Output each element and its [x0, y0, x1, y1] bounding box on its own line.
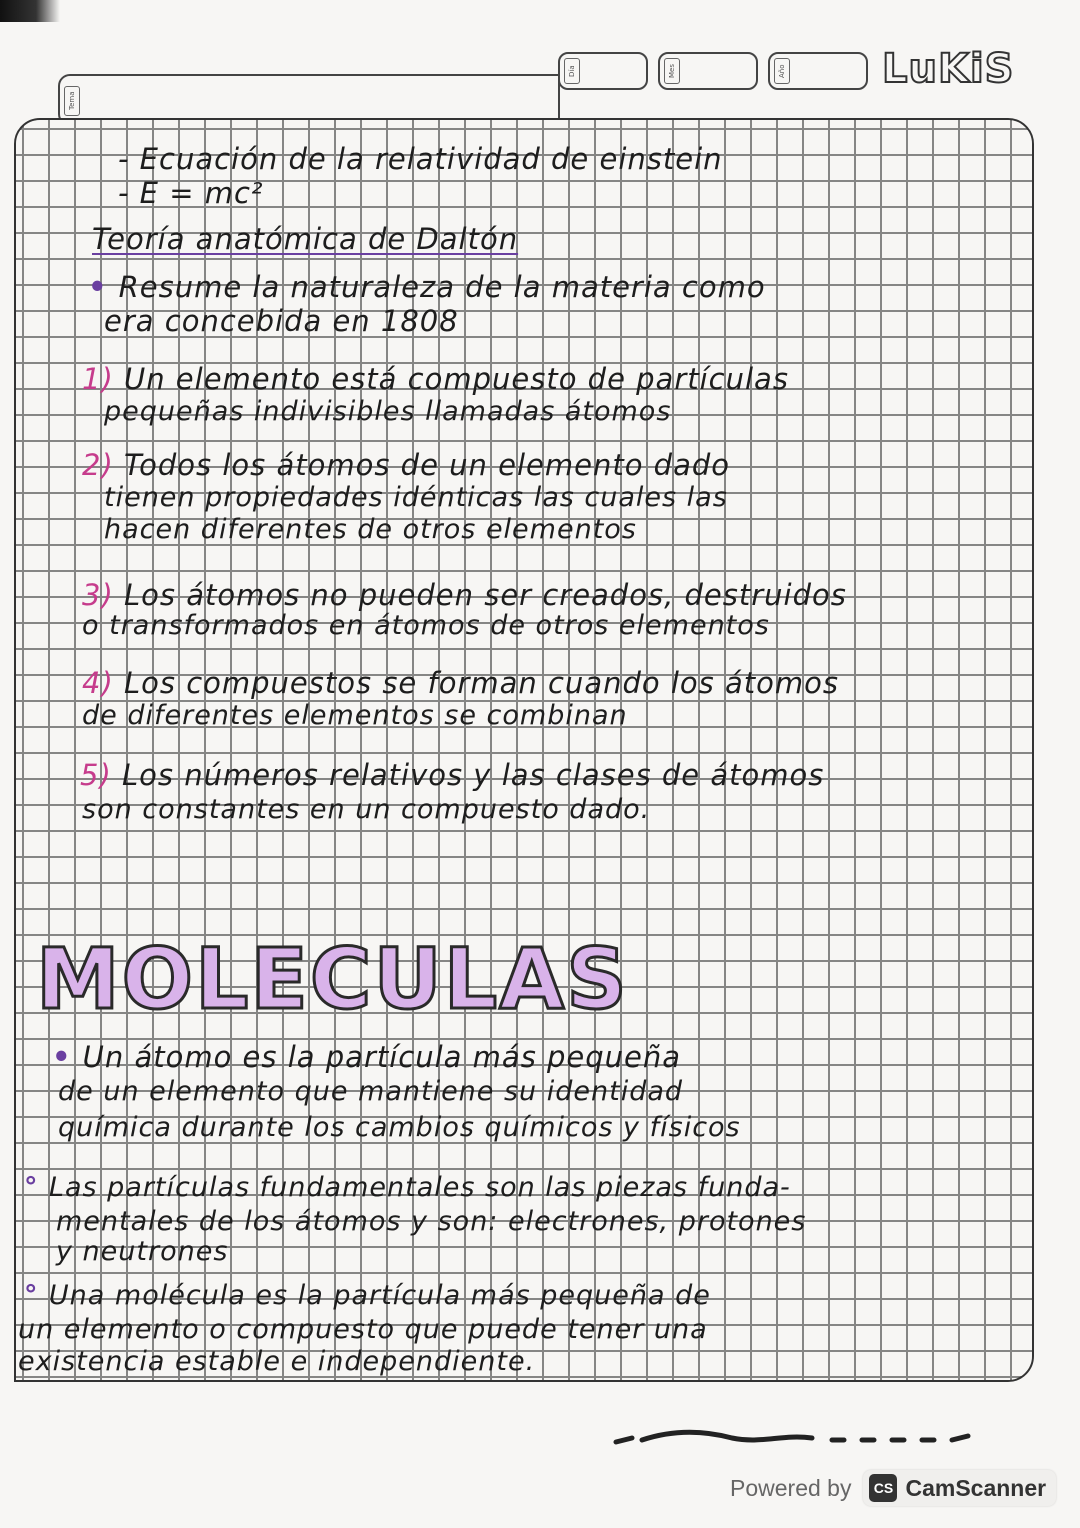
molecule-point-3-line-1: [24, 1280, 711, 1311]
point-2-number: 2): [82, 448, 114, 482]
point-2-line-1: [82, 448, 730, 482]
point-3-line-2: o transformados en átomos de otros elementos: [82, 610, 770, 641]
point-2-line-2: tienen propiedades idénticas las cuales las: [104, 482, 728, 513]
molecule-point-1-line-3: química durante los cambios químicos y físicos: [58, 1112, 741, 1143]
point-4-text-1: Los compuestos se forman cuando los átomos: [123, 666, 839, 700]
point-1-line-2: pequeñas indivisibles llamadas átomos: [104, 396, 672, 427]
bottom-scribble: [612, 1428, 982, 1448]
dia-label: Día: [564, 58, 580, 84]
molecule-point-2-text-1: Las partículas fundamentales son las piezas funda-: [48, 1172, 791, 1203]
summary-line-1-text: Resume la naturaleza de la materia como: [118, 270, 766, 304]
scanner-watermark: [730, 1466, 1056, 1510]
point-2-text-1: Todos los átomos de un elemento dado: [123, 448, 730, 482]
point-1-text-1: Un elemento está compuesto de partículas: [123, 362, 789, 396]
bullet-dot: °: [24, 1280, 49, 1311]
point-5-line-2: son constantes en un compuesto dado.: [82, 794, 651, 825]
molecule-point-3-line-2: un elemento o compuesto que puede tener una: [18, 1314, 708, 1345]
section-title: Teoría anatómica de Daltón: [92, 222, 519, 256]
molecule-point-3-text-1: Una molécula es la partícula más pequeña de: [48, 1280, 711, 1311]
scribble-marks: [612, 1428, 982, 1448]
bullet-dot: °: [24, 1172, 49, 1203]
point-4-line-1: [82, 666, 839, 700]
molecule-point-2-line-2: mentales de los átomos y son: electrones, protones: [56, 1206, 807, 1237]
molecule-point-2-line-1: [24, 1172, 791, 1203]
point-3-text-1: Los átomos no pueden ser creados, destruidos: [123, 578, 847, 612]
molecule-point-1-text-1: Un átomo es la partícula más pequeña: [82, 1040, 682, 1074]
camscanner-icon: CS: [869, 1474, 897, 1502]
intro-line-1: - Ecuación de la relatividad de einstein: [118, 142, 723, 176]
bullet-dot: •: [52, 1040, 83, 1074]
summary-line-1: [88, 270, 766, 304]
molecule-point-2-line-3: y neutrones: [56, 1236, 229, 1267]
mes-label: Mes: [664, 58, 680, 84]
point-2-line-3: hacen diferentes de otros elementos: [104, 514, 637, 545]
tema-label: Tema: [64, 86, 80, 116]
intro-line-2: - E = mc²: [118, 176, 264, 210]
molecule-point-3-line-3: existencia estable e independiente.: [18, 1346, 536, 1377]
bullet-dot: •: [88, 270, 119, 304]
ano-label: Año: [774, 58, 790, 84]
point-1-line-1: [82, 362, 789, 396]
camscanner-name: CamScanner: [905, 1474, 1047, 1501]
point-3-line-1: [82, 578, 847, 612]
camscanner-badge: [863, 1470, 1056, 1506]
point-5-number: 5): [80, 758, 112, 792]
point-3-number: 3): [82, 578, 114, 612]
point-5-text-1: Los números relativos y las clases de átomos: [121, 758, 825, 792]
molecule-point-1-line-1: [52, 1040, 681, 1074]
point-4-line-2: de diferentes elementos se combinan: [82, 700, 628, 731]
powered-by-text: Powered by: [730, 1474, 852, 1501]
molecules-title: MOLECULAS: [36, 930, 629, 1028]
point-4-number: 4): [82, 666, 114, 700]
point-5-line-1: [80, 758, 824, 792]
brand-logo: LuKiS: [882, 46, 1015, 92]
point-1-number: 1): [82, 362, 114, 396]
molecule-point-1-line-2: de un elemento que mantiene su identidad: [58, 1076, 684, 1107]
summary-line-2: era concebida en 1808: [104, 304, 459, 338]
